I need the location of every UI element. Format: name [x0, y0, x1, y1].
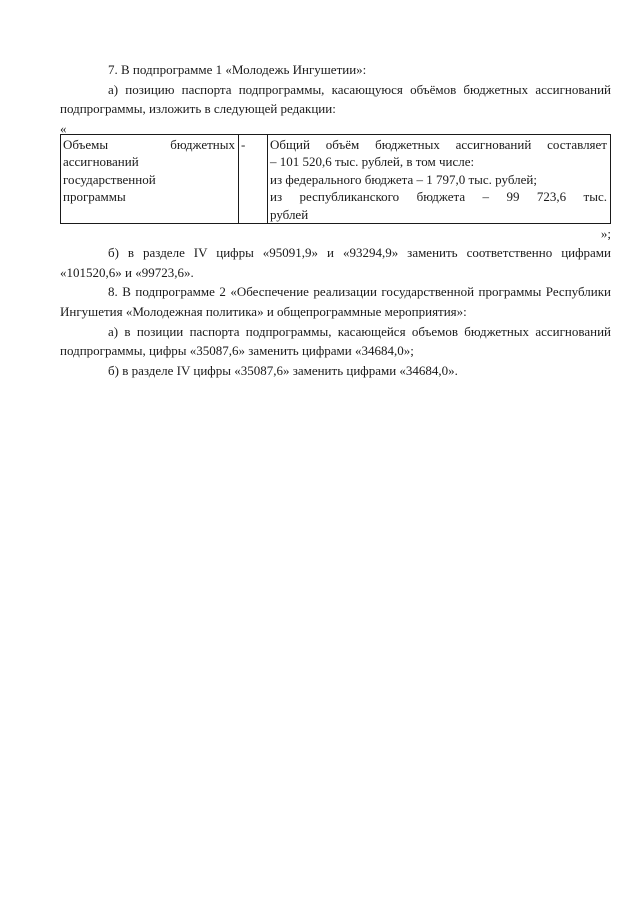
document-page: [60, 60, 611, 380]
item-7-paragraph-a: а) позицию паспорта подпрограммы, касающуюся объёмов бюджетных ассигнований подпрограммы, изложить в следующей редакции:: [60, 81, 611, 117]
opening-quote: «: [60, 120, 67, 136]
value-line: рублей: [270, 206, 309, 222]
item-7-paragraph-b: б) в разделе IV цифры «95091,9» и «93294,9» заменить соответственно цифрами «101520,6» и «99723,6».: [60, 245, 611, 280]
value-line: – 101 520,6 тыс. рублей, в том числе:: [270, 154, 475, 170]
item-8-heading: 8. В подпрограмме 2 «Обеспечение реализации государственной программы Республики Ингушетия «Молодежная политика» и общепрограммные мероприятия»:: [60, 284, 611, 320]
label-line: государственной: [63, 171, 156, 187]
table-cell-dash: -: [239, 134, 268, 224]
passport-table: [60, 134, 611, 225]
value-line: из федерального бюджета – 1 797,0 тыс. рублей;: [270, 171, 537, 187]
table-cell-label: [61, 134, 239, 224]
label-line: Объемы бюджетных: [63, 136, 235, 152]
item-8-paragraph-a: а) в позиции паспорта подпрограммы, касающейся объемов бюджетных ассигнований подпрограммы, цифры «35087,6» заменить цифрами «34684,0»;: [60, 323, 611, 359]
item-7-heading: 7. В подпрограмме 1 «Молодежь Ингушетии»:: [108, 62, 367, 77]
closing-quote: »;: [600, 226, 611, 242]
table-row: [61, 134, 611, 224]
value-line: из республиканского бюджета – 99 723,6 тыс.: [270, 189, 607, 205]
item-8-paragraph-b: б) в разделе IV цифры «35087,6» заменить цифрами «34684,0».: [108, 362, 458, 378]
label-line: программы: [63, 189, 126, 205]
label-line: ассигнований: [63, 154, 139, 170]
table-cell-value: [268, 134, 611, 224]
value-line: Общий объём бюджетных ассигнований составляет: [270, 136, 607, 152]
